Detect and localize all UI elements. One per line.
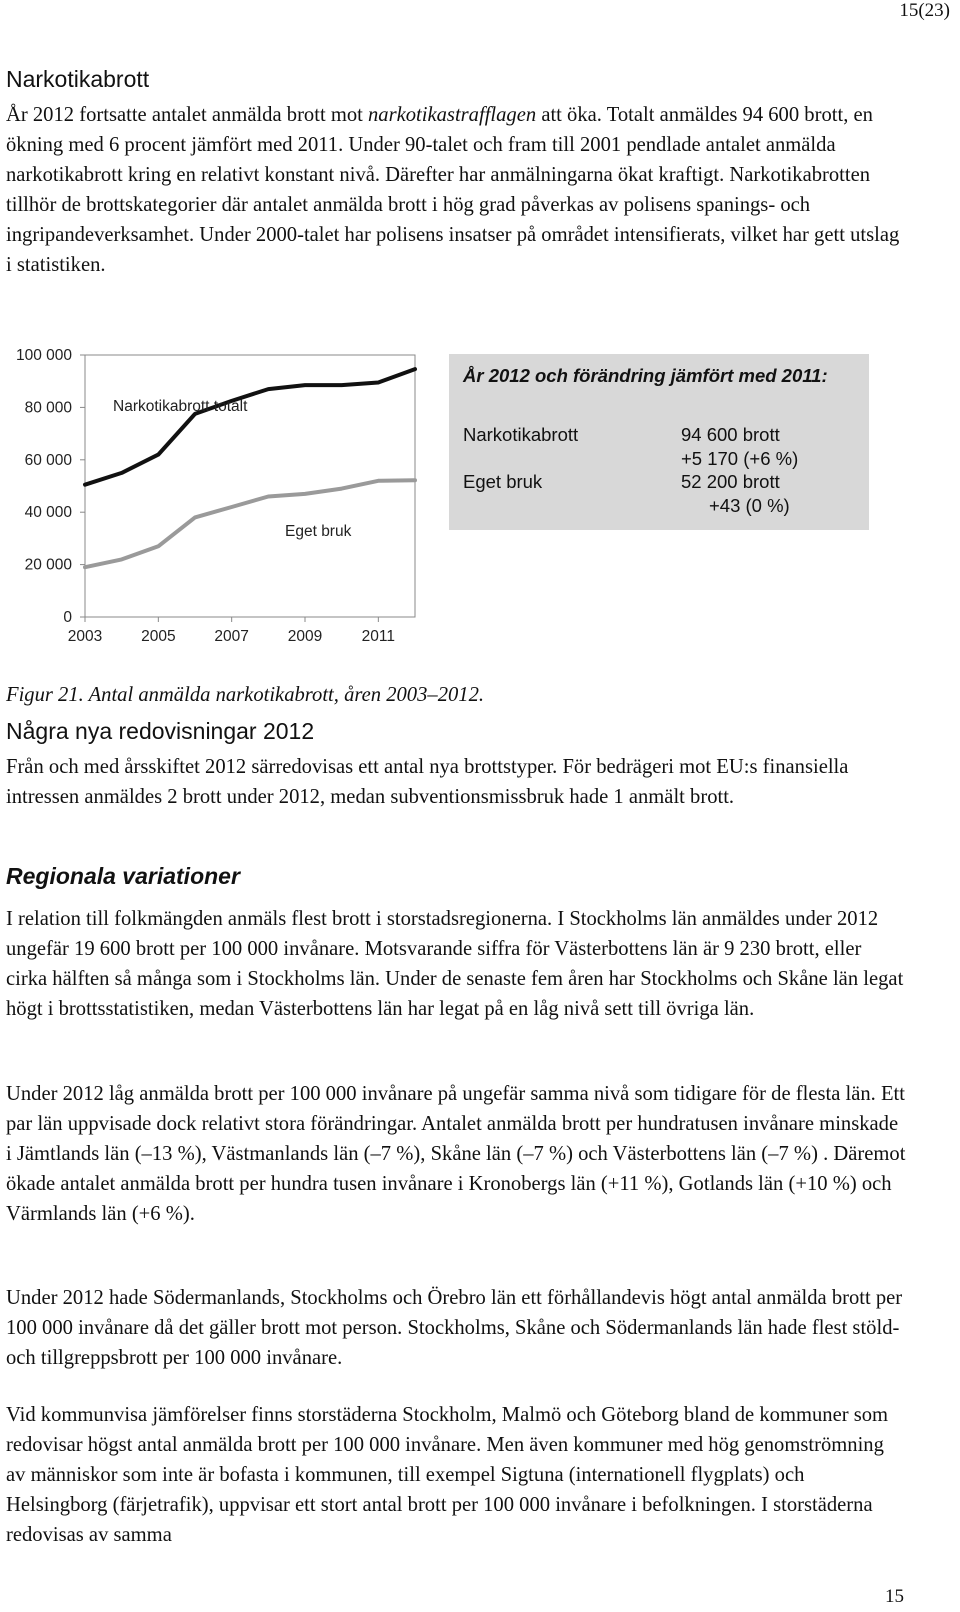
summary-label-narkotikabrott: Narkotikabrott xyxy=(463,424,579,445)
summary-value-eget-bruk: 52 200 brott xyxy=(681,471,780,492)
y-tick-label: 40 000 xyxy=(24,504,72,522)
series-label-total: Narkotikabrott totalt xyxy=(113,398,248,415)
page-number-bottom: 15 xyxy=(885,1586,904,1607)
paragraph-nya-redovisningar: Från och med årsskiftet 2012 särredovisas ett antal nya brottstyper. För bedrägeri mot EU:s finansiella intressen anmäldes 2 brott under 2012, medan subventionsmissbruk hade 1 anmält brott. xyxy=(6,756,849,808)
summary-change-narkotikabrott: +5 170 (+6 %) xyxy=(681,448,799,469)
y-tick-label: 100 000 xyxy=(15,347,72,364)
series-line-total xyxy=(85,369,415,485)
summary-change-eget-bruk: +43 (0 %) xyxy=(709,495,790,516)
section-heading-narkotikabrott: Narkotikabrott xyxy=(6,66,150,92)
summary-box xyxy=(449,354,869,530)
page-number-top: 15(23) xyxy=(899,0,950,21)
paragraph-regional-3: Under 2012 hade Södermanlands, Stockholms och Örebro län ett förhållandevis högt antal anmälda brott per 100 000 invånare då det gäller brott mot person. Stockholms, Skåne och Södermanlands län hade flest stöld- och tillgreppsbrott per 100 000 invånare. xyxy=(6,1287,903,1369)
section-heading-regionala-variationer: Regionala variationer xyxy=(6,863,240,889)
section-heading-nya-redovisningar: Några nya redovisningar 2012 xyxy=(6,718,315,744)
x-tick-label: 2003 xyxy=(67,628,103,645)
paragraph-text: År 2012 fortsatte antalet anmälda brott mot xyxy=(6,104,368,126)
x-tick-label: 2005 xyxy=(141,628,176,645)
law-name: narkotikastrafflagen xyxy=(368,104,537,126)
summary-box-title: År 2012 och förändring jämfört med 2011: xyxy=(463,365,828,386)
paragraph-text: att öka. Totalt anmäldes 94 600 brott, en ökning med 6 procent jämfört med 2011. Under 90-talet och fram till 2001 pendlade antalet anmälda narkotikabrott kring en relativt konstant nivå. Därefter har anmälningarna ökat kraftigt. Narkotikabrotten tillhör de brottskategorier där antalet anmälda brott i hög grad påverkas av polisens spanings- och ingripandeverksamhet. Under 2000-talet har polisens insatser på området intensifierats, vilket har gett utslag i statistiken. xyxy=(6,104,900,276)
y-tick-label: 0 xyxy=(63,609,72,626)
y-tick-label: 80 000 xyxy=(24,399,72,417)
series-line-eget-bruk xyxy=(85,480,415,567)
paragraph-regional-2: Under 2012 låg anmälda brott per 100 000 invånare på ungefär samma nivå som tidigare för de flesta län. Ett par län uppvisade dock relativt stora förändringar. Antalet anmälda brott per hundratusen invånare minskade i Jämtlands län (–13 %), Västmanlands län (–7 %), Skåne län (–7 %) och Västerbottens län (–7 %) . Däremot ökade antalet anmälda brott per hundra tusen invånare i Kronobergs län (+11 %), Gotlands län (+10 %) och Värmlands län (+6 %). xyxy=(6,1083,906,1225)
narcotics-line-chart xyxy=(0,338,440,658)
paragraph-narkotikabrott xyxy=(6,100,906,280)
series-label-eget-bruk: Eget bruk xyxy=(285,523,352,540)
y-tick-label: 20 000 xyxy=(24,556,72,574)
figure-caption: Figur 21. Antal anmälda narkotikabrott, åren 2003–2012. xyxy=(6,684,485,706)
y-axis xyxy=(16,347,85,626)
x-tick-label: 2011 xyxy=(361,628,396,645)
x-tick-label: 2007 xyxy=(214,628,249,645)
summary-value-narkotikabrott: 94 600 brott xyxy=(681,424,780,445)
x-tick-label: 2009 xyxy=(287,628,323,645)
y-tick-label: 60 000 xyxy=(24,451,72,469)
x-axis xyxy=(68,617,395,645)
paragraph-regional-4: Vid kommunvisa jämförelser finns storstäderna Stockholm, Malmö och Göteborg bland de kommuner som redovisar högst antal anmälda brott per 100 000 invånare. Men även kommuner med hög genomströmning av människor som inte är bofasta i kommunen, till exempel Sigtuna (internationell flygplats) och Helsingborg (färjetrafik), uppvisar ett stort antal brott per 100 000 invånare i befolkningen. I storstäderna redovisas av samma xyxy=(6,1404,889,1546)
paragraph-regional-1: I relation till folkmängden anmäls flest brott i storstadsregionerna. I Stockholms län anmäldes under 2012 ungefär 19 600 brott per 100 000 invånare. Motsvarande siffra för Västerbottens län är 9 230 brott, eller cirka hälften så många som i Stockholms län. Under de senaste fem åren har Stockholms och Skåne län legat högt i brottsstatistiken, medan Västerbottens län har legat på en låg nivå sett till övriga län. xyxy=(6,908,904,1020)
summary-label-eget-bruk: Eget bruk xyxy=(463,471,543,492)
